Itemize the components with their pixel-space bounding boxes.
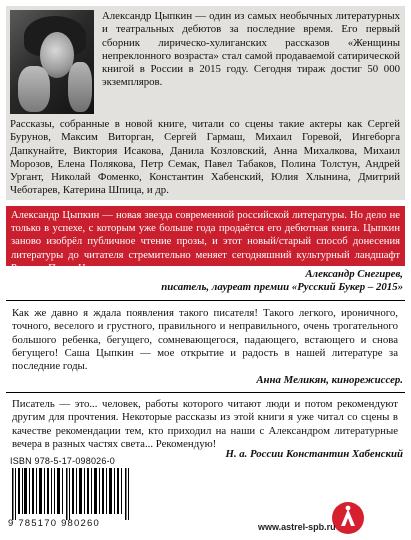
barcode-icon [12,468,130,520]
quote-2-text: Как же давно я ждала появления такого писателя! Такого легкого, ироничного, точного, веселого и грустного, правильного и неправильного, очень трогательного большого ребенка, бегущего, сомневающегося, падающего, встающего и снова бегущего! Саша Цыпкин — мое открытие и радость в нашей литературе за последние годы. [12,307,398,373]
quote-2-author: Анна Меликян, кинорежиссер. [256,374,403,386]
barcode-digits: 9 785170 980260 [8,518,100,529]
quote-1-author: Александр Снегирев, [305,268,403,280]
author-info-panel [6,6,405,200]
author-bio: Александр Цыпкин — один из самых необычных литературных и театральных дебютов за последние время. Его первый сборник лирическо-хулиганских рассказов «Женщины непреклонного возраста» стал самой продаваемой сатирической книгой в России в 2015 году. Сегодня тираж достиг 50 000 экземпляров. [102,10,400,89]
quote-1-text: Александр Цыпкин — новая звезда современной российской литературы. Но дело не только в успехе, с которым уже больше года продаётся его дебютная книга. Цыпкин заново изобрёл публичное чтение прозы, и этот новый/старый способ донесения литературы до читателя стремительно меняет сегодняшний культурный ландшафт России. Проза Цыпкина — это ярко, насыщенно, современно. [11,210,400,274]
quote-1-author-title: писатель, лауреат премии «Русский Букер – 2015» [161,281,403,293]
quote-3-author: Н. а. России Константин Хабенский [225,448,403,460]
readers-list: Рассказы, собранные в новой книге, читали со сцены такие актеры как Сергей Бурунов, Максим Виторган, Сергей Гармаш, Михаил Горевой, Ингеборга Дапкунайте, Виктория Исакова, Данила Козловский, Анна Михалкова, Михаил Морозов, Елена Полякова, Петр Семак, Павел Табаков, Полина Толстун, Андрей Ургант, Николай Фоменко, Константин Хабенский, Юлия Хлынина, Дмитрий Чеботарев, Катерина Шпица, и др. [10,118,400,197]
barcode-area [8,456,138,532]
author-photo [10,10,94,114]
divider [6,392,405,393]
isbn-text: ISBN 978-5-17-098026-0 [10,456,115,466]
divider [6,300,405,301]
quote-3-text: Писатель — это... человек, работы которого читают люди и потом рекомендуют другим для прочтения. Некоторые рассказы из этой книги я уже читал со сцены в качестве рекомендации тем, кто приходил на наши с Александром литературные вечера в разных частях света... Рекомендую! [12,398,398,450]
publisher-site: www.astrel-spb.ru [258,522,336,532]
